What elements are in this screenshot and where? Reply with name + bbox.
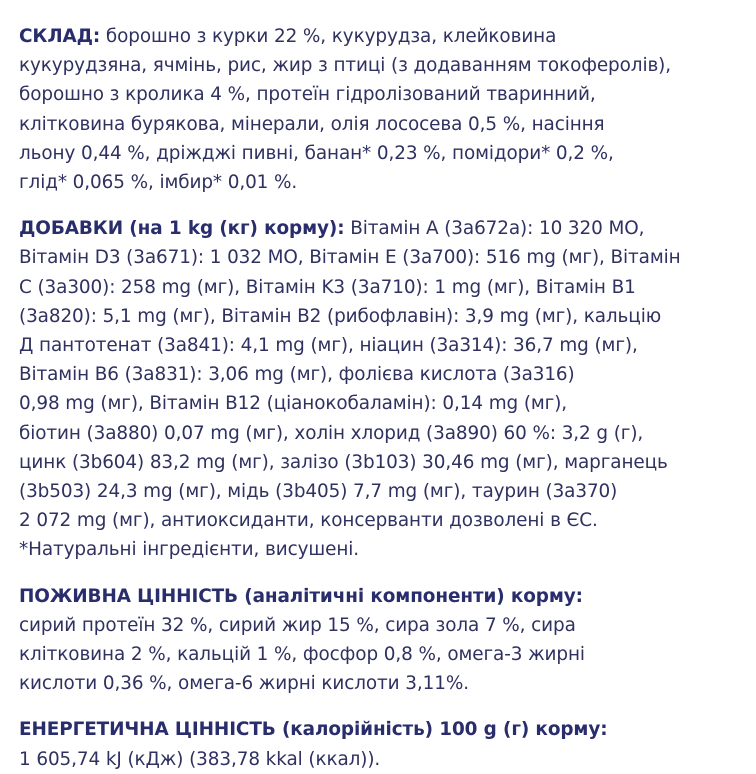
additives-line-10: (3b503) 24,3 mg (мг), мідь (3b405) 7,7 mg (мг), таурин (3a370)	[19, 481, 618, 503]
additives-line-3: C (3a300): 258 mg (мг), Вітамін K3 (3a710): 1 mg (мг), Вітамін B1	[19, 276, 636, 298]
composition-line-3: борошно з кролика 4 %, протеїн гідролізований тваринний,	[19, 84, 596, 106]
additives-line-11: 2 072 mg (мг), антиоксиданти, консерванти дозволені в ЄС.	[19, 510, 598, 532]
additives-line-4: (3a820): 5,1 mg (мг), Вітамін B2 (рибофлавін): 3,9 mg (мг), кальцію	[19, 305, 662, 327]
composition-line-6: глід* 0,065 %, імбир* 0,01 %.	[19, 172, 298, 194]
nutrition-label: ПОЖИВНА ЦІННІСТЬ (аналітичні компоненти) корму:	[19, 585, 583, 607]
additives-line-2: Вітамін D3 (3a671): 1 032 МО, Вітамін E (3a700): 516 mg (мг), Вітамін	[19, 247, 681, 269]
energy-line-1: 1 605,74 kJ (кДж) (383,78 kkal (ккал)).	[19, 748, 381, 770]
composition-label: СКЛАД:	[19, 26, 101, 47]
additives-label: ДОБАВКИ (на 1 kg (кг) корму):	[19, 218, 345, 240]
additives-text: Вітамін A (3a672a): 10 320 МО,	[344, 218, 645, 240]
additives-line-8: біотин (3a880) 0,07 mg (мг), холін хлорид (3a890) 60 %: 3,2 g (г),	[19, 422, 644, 444]
energy-label: ЕНЕРГЕТИЧНА ЦІННІСТЬ (калорійність) 100 g (г) корму:	[19, 719, 608, 741]
composition-line-5: льону 0,44 %, дріжджі пивні, банан* 0,23 %, помідори* 0,2 %,	[19, 142, 614, 164]
composition-text: борошно з курки 22 %, кукурудза, клейковина	[100, 26, 557, 47]
additives-section	[19, 214, 746, 564]
additives-line-7: 0,98 mg (мг), Вітамін B12 (ціанокобаламін): 0,14 mg (мг),	[19, 393, 568, 415]
additives-footnote: *Натуральні інгредієнти, висушені.	[19, 539, 359, 561]
composition-line-4: клітковина бурякова, мінерали, олія лососева 0,5 %, насіння	[19, 113, 605, 135]
composition-line-1	[19, 22, 746, 51]
composition-line-2: кукурудзяна, ячмінь, рис, жир з птиці (з додаванням токоферолів),	[19, 55, 672, 77]
additives-line-1	[19, 214, 746, 243]
additives-line-5: Д пантотенат (3a841): 4,1 mg (мг), ніацин (3a314): 36,7 mg (мг),	[19, 335, 638, 357]
additives-line-9: цинк (3b604) 83,2 mg (мг), залізо (3b103) 30,46 mg (мг), марганець	[19, 451, 668, 473]
nutrition-line-2: клітковина 2 %, кальцій 1 %, фосфор 0,8 %, омега-3 жирні	[19, 644, 585, 666]
nutrition-line-1: сирий протеїн 32 %, сирий жир 15 %, сира зола 7 %, сира	[19, 614, 576, 636]
nutrition-section	[19, 582, 746, 699]
composition-section	[19, 22, 746, 197]
nutrition-line-3: кислоти 0,36 %, омега-6 жирні кислоти 3,11%.	[19, 673, 469, 695]
additives-line-6: Вітамін B6 (3a831): 3,06 mg (мг), фолієва кислота (3a316)	[19, 364, 575, 386]
energy-section	[19, 715, 746, 773]
